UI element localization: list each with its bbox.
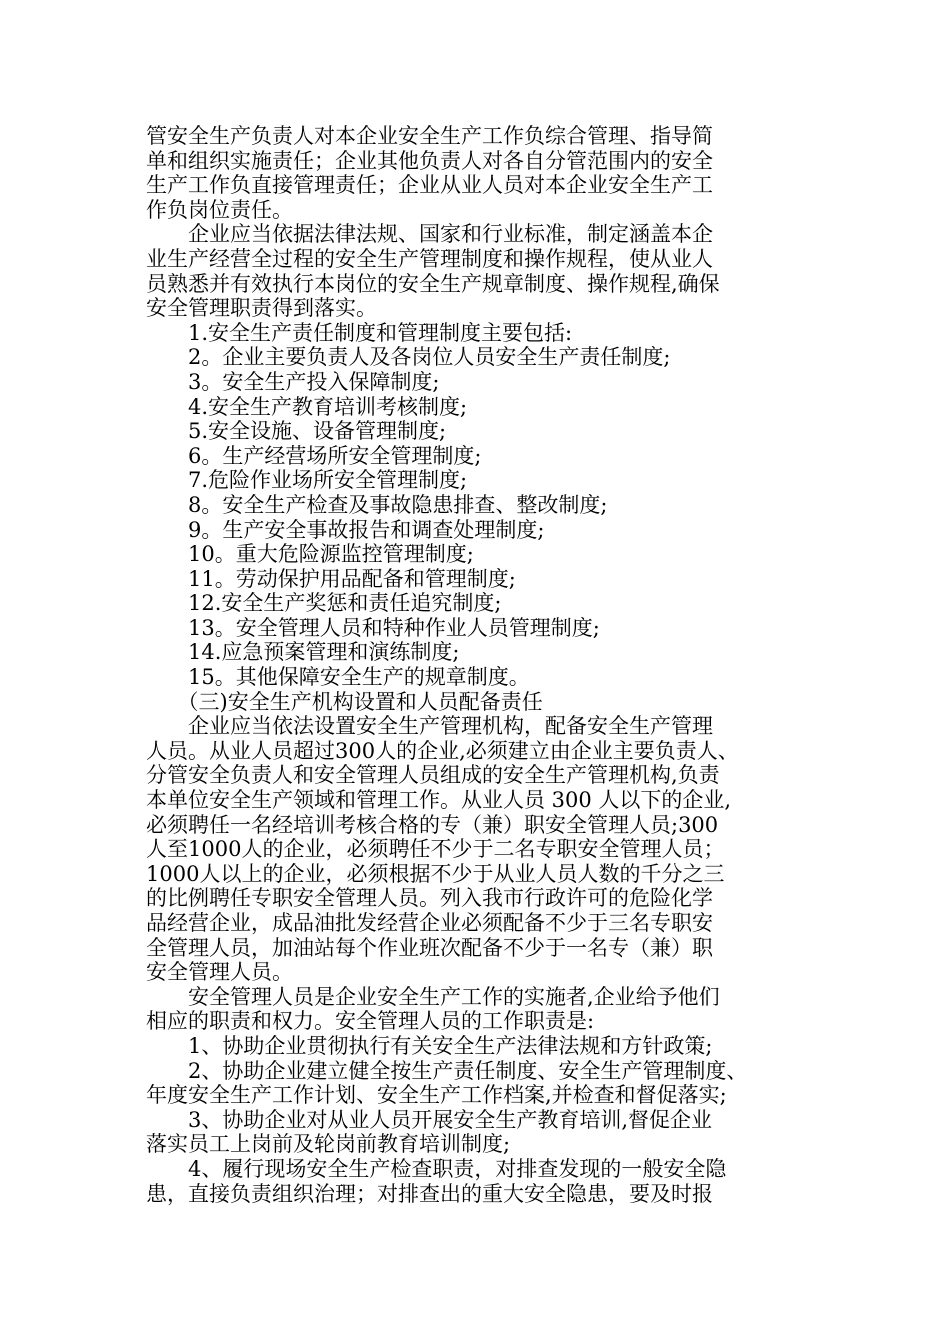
text-line: 的比例聘任专职安全管理人员。列入我市行政许可的危险化学 bbox=[146, 886, 713, 911]
text-line: 安全管理职责得到落实。 bbox=[146, 296, 377, 321]
text-line: 12.安全生产奖惩和责任追究制度; bbox=[146, 591, 502, 616]
text-line: 品经营企业，成品油批发经营企业必须配备不少于三名专职安 bbox=[146, 911, 713, 935]
text-line: 生产工作负直接管理责任；企业从业人员对本企业安全生产工 bbox=[146, 173, 713, 198]
document-page bbox=[146, 124, 818, 1206]
text-line: 作负岗位责任。 bbox=[146, 197, 293, 222]
text-line: 8。安全生产检查及事故隐患排查、整改制度; bbox=[146, 492, 608, 517]
text-line: 2。企业主要负责人及各岗位人员安全生产责任制度; bbox=[146, 345, 671, 370]
text-line: 分管安全负责人和安全管理人员组成的安全生产管理机构,负责 bbox=[146, 763, 720, 788]
text-line: 11。劳动保护用品配备和管理制度; bbox=[146, 566, 516, 591]
text-line: 企业应当依据法律法规、国家和行业标准，制定涵盖本企 bbox=[146, 222, 713, 247]
text-line: 全管理人员，加油站每个作业班次配备不少于一名专（兼）职 bbox=[146, 935, 713, 960]
text-line: 3、协助企业对从业人员开展安全生产教育培训,督促企业 bbox=[146, 1107, 713, 1132]
text-line: 2、协助企业建立健全按生产责任制度、安全生产管理制度、 bbox=[146, 1058, 748, 1083]
text-line: 9。生产安全事故报告和调查处理制度; bbox=[146, 517, 545, 542]
text-line: 13。安全管理人员和特种作业人员管理制度; bbox=[146, 615, 600, 640]
text-line: 安全管理人员。 bbox=[146, 960, 293, 985]
text-line: 6。生产经营场所安全管理制度; bbox=[146, 443, 482, 468]
text-line: 14.应急预案管理和演练制度; bbox=[146, 640, 460, 665]
text-line: 企业应当依法设置安全生产管理机构，配备安全生产管理 bbox=[146, 714, 713, 739]
text-line: 4、履行现场安全生产检查职责，对排查发现的一般安全隐 bbox=[146, 1156, 727, 1181]
text-line: 相应的职责和权力。安全管理人员的工作职责是: bbox=[146, 1009, 595, 1034]
text-line: 必须聘任一名经培训考核合格的专（兼）职安全管理人员;300 bbox=[146, 812, 719, 837]
text-line: 落实员工上岗前及轮岗前教育培训制度; bbox=[146, 1132, 511, 1157]
text-line: 10。重大危险源监控管理制度; bbox=[146, 542, 474, 567]
text-line: 员熟悉并有效执行本岗位的安全生产规章制度、操作规程,确保 bbox=[146, 271, 720, 296]
text-line: 安全管理人员是企业安全生产工作的实施者,企业给予他们 bbox=[146, 984, 720, 1009]
text-line: 5.安全设施、设备管理制度; bbox=[146, 419, 447, 444]
text-line: 患，直接负责组织治理；对排查出的重大安全隐患，要及时报 bbox=[146, 1181, 713, 1206]
text-line: 7.危险作业场所安全管理制度; bbox=[146, 468, 468, 493]
text-line: 4.安全生产教育培训考核制度; bbox=[146, 394, 468, 419]
text-line: 管安全生产负责人对本企业安全生产工作负综合管理、指导简 bbox=[146, 124, 713, 148]
text-line: 3。安全生产投入保障制度; bbox=[146, 369, 440, 394]
text-line: 单和组织实施责任；企业其他负责人对各自分管范围内的安全 bbox=[146, 148, 713, 173]
text-line: 1、协助企业贯彻执行有关安全生产法律法规和方针政策; bbox=[146, 1033, 713, 1058]
text-line: 15。其他保障安全生产的规章制度。 bbox=[146, 665, 530, 690]
text-line: 人员。从业人员超过300人的企业,必须建立由企业主要负责人、 bbox=[146, 738, 739, 763]
text-line: 年度安全生产工作计划、安全生产工作档案,并检查和督促落实; bbox=[146, 1083, 727, 1108]
text-line: 1000人以上的企业，必须根据不少于从业人员人数的千分之三 bbox=[146, 861, 725, 886]
text-line: （三)安全生产机构设置和人员配备责任 bbox=[146, 689, 543, 714]
text-line: 业生产经营全过程的安全生产管理制度和操作规程，使从业人 bbox=[146, 246, 713, 271]
text-line: 本单位安全生产领域和管理工作。从业人员 300 人以下的企业, bbox=[146, 788, 732, 813]
text-line: 人至1000人的企业，必须聘任不少于二名专职安全管理人员； bbox=[146, 837, 725, 862]
text-line: 1.安全生产责任制度和管理制度主要包括: bbox=[146, 320, 573, 345]
